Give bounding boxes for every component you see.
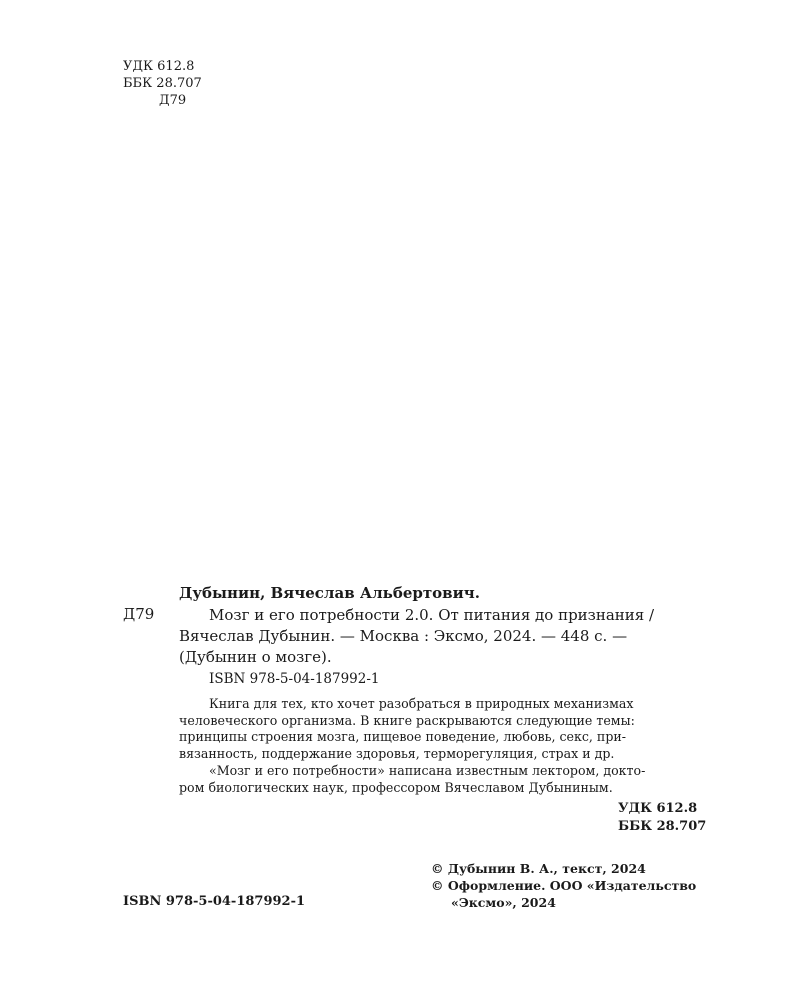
annotation-line: ром биологических наук, профессором Вячеславом Дубыниным.: [179, 779, 613, 795]
annotation-line: вязанность, поддержание здоровья, терморегуляция, страх и др.: [179, 746, 615, 762]
author-heading: Дубынин, Вячеслав Альбертович.: [179, 584, 480, 602]
copyright-notice: [431, 860, 696, 911]
annotation-line: человеческого организма. В книге раскрываются следующие темы:: [179, 712, 635, 728]
top-bbk-code: ББК 28.707: [123, 76, 202, 91]
annotation-line: «Мозг и его потребности» написана известным лектором, докто-: [209, 762, 646, 778]
card-bbk-code: ББК 28.707: [618, 819, 707, 834]
card-isbn: ISBN 978-5-04-187992-1: [209, 671, 380, 687]
description-line: Мозг и его потребности 2.0. От питания до признания /: [209, 606, 655, 624]
bibliographic-description: [179, 605, 719, 668]
book-annotation: [179, 696, 719, 796]
annotation-line: Книга для тех, кто хочет разобраться в природных механизмах: [209, 696, 634, 711]
card-classification-codes: [618, 800, 706, 836]
copyright-line: «Эксмо», 2024: [451, 895, 556, 910]
card-cutter-code: Д79: [123, 605, 155, 623]
description-line: Вячеслав Дубынин. — Москва : Эксмо, 2024. — 448 с. —: [179, 627, 628, 645]
copyright-line: © Дубынин В. А., текст, 2024: [431, 861, 646, 876]
top-udk-code: УДК 612.8: [123, 59, 195, 74]
annotation-line: принципы строения мозга, пищевое поведение, любовь, секс, при-: [179, 729, 627, 745]
top-classification-codes: [123, 58, 202, 109]
copyright-line: © Оформление. ООО «Издательство: [431, 878, 697, 893]
description-line: (Дубынин о мозге).: [179, 648, 332, 666]
top-cutter-code: Д79: [159, 93, 187, 108]
footer-isbn: ISBN 978-5-04-187992-1: [123, 894, 306, 909]
card-udk-code: УДК 612.8: [618, 801, 698, 816]
